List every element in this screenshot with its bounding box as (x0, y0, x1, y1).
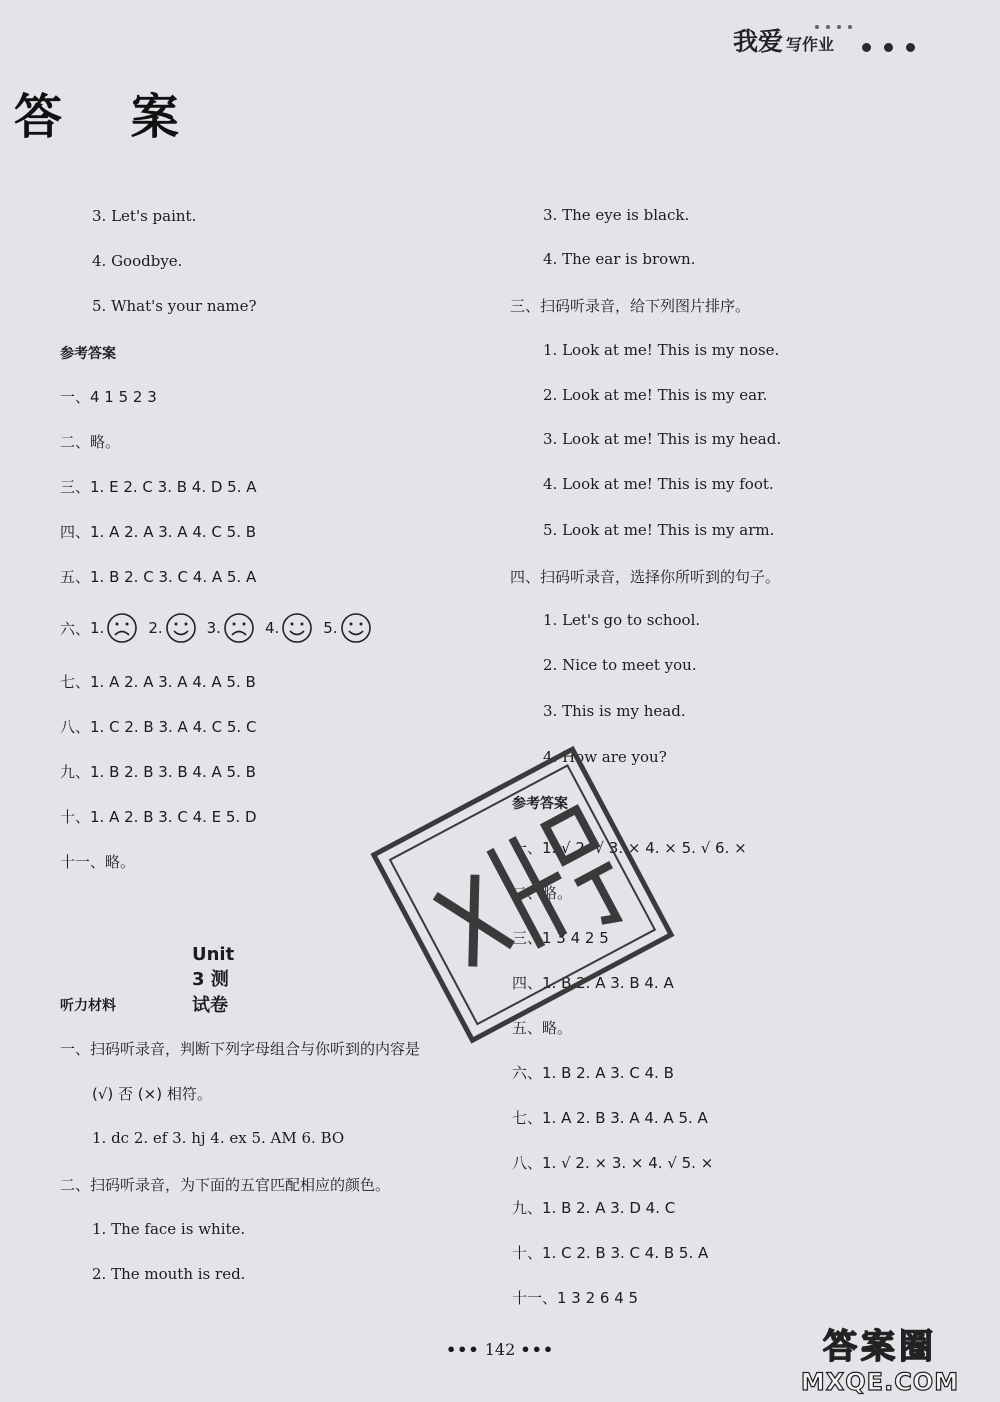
answer-line: 六、1. B 2. A 3. C 4. B (512, 1064, 674, 1082)
page-number: 142 (484, 1340, 516, 1359)
watermark-url: MXQE.COM (800, 1368, 960, 1396)
smiley-row-prefix: 六、 (60, 619, 91, 638)
question-item: 3. The eye is black. (543, 206, 690, 224)
happy-face-icon (340, 612, 372, 644)
answer-line: 四、1. A 2. A 3. A 4. C 5. B (60, 523, 257, 541)
answers-heading: 参考答案 (512, 796, 568, 812)
unit-heading: Unit 3 测试卷 (192, 944, 235, 1016)
answer-line: 四、1. B 2. A 3. B 4. A (512, 974, 674, 992)
listening-heading: 听力材料 (60, 998, 116, 1014)
question-line: 一、扫码听录音，判断下列字母组合与你听到的内容是 (60, 1040, 421, 1058)
answers-heading: 参考答案 (60, 346, 116, 362)
answer-line: 十、1. C 2. B 3. C 4. B 5. A (512, 1244, 709, 1262)
footer-dots-icon: ••• (445, 1340, 480, 1359)
answer-line: 七、1. A 2. B 3. A 4. A 5. A (512, 1109, 708, 1127)
watermark-text: 答案圈 (823, 1327, 937, 1367)
page-title: 答 案 (14, 89, 205, 145)
happy-face-icon (165, 612, 197, 644)
question-line: 四、扫码听录音，选择你所听到的句子。 (510, 568, 781, 586)
question-item: 3. Look at me! This is my head. (543, 430, 782, 448)
footer-dots-icon: ••• (520, 1340, 555, 1359)
answer-line: 一、1. √ 2. √ 3. × 4. × 5. √ 6. × (512, 839, 747, 857)
question-item: 4. Look at me! This is my foot. (543, 475, 774, 493)
answer-line: 五、1. B 2. C 3. C 4. A 5. A (60, 568, 257, 586)
brand-logo (733, 22, 834, 58)
smiley-label: 3. (206, 619, 221, 637)
answer-line: 十、1. A 2. B 3. C 4. E 5. D (60, 808, 257, 826)
answer-line: 七、1. A 2. A 3. A 4. A 5. B (60, 673, 256, 691)
watermark-logo (770, 1318, 995, 1398)
answer-line: 一、4 1 5 2 3 (60, 388, 157, 406)
question-line: (√) 否 (×) 相符。 (92, 1085, 212, 1103)
smiley-label: 4. (264, 619, 280, 637)
listening-line: 4. Goodbye. (92, 252, 183, 270)
sad-face-icon (106, 612, 138, 644)
answer-line: 九、1. B 2. B 3. B 4. A 5. B (60, 763, 256, 781)
question-item: 3. This is my head. (543, 702, 686, 720)
answer-line: 五、略。 (512, 1019, 573, 1037)
question-item: 4. The ear is brown. (543, 250, 696, 268)
answer-line: 二、略。 (60, 433, 121, 451)
smiley-label: 2. (148, 619, 163, 637)
happy-face-icon (281, 612, 313, 644)
question-item: 5. Look at me! This is my arm. (543, 521, 775, 539)
question-item: 1. Let's go to school. (543, 611, 701, 629)
answer-line: 三、1 3 4 2 5 (512, 929, 609, 947)
answer-line: 十一、略。 (60, 853, 136, 871)
question-items: 1. dc 2. ef 3. hj 4. ex 5. AM 6. BO (92, 1129, 345, 1147)
smiley-label: 1. (90, 619, 105, 637)
question-item: 2. Look at me! This is my ear. (543, 386, 768, 404)
brand-dots (862, 37, 928, 56)
sad-face-icon (223, 612, 255, 644)
smiley-answer-row (60, 612, 382, 644)
brand-main-text: 我爱 (733, 27, 784, 56)
answer-line: 九、1. B 2. A 3. D 4. C (512, 1199, 676, 1217)
question-line: 三、扫码听录音，给下列图片排序。 (510, 297, 751, 315)
answer-line: 八、1. √ 2. × 3. × 4. √ 5. × (512, 1154, 714, 1172)
listening-line: 5. What's your name? (92, 297, 257, 315)
seal-stamp-icon (350, 745, 695, 1045)
answer-line: 十一、1 3 2 6 4 5 (512, 1289, 639, 1307)
question-item: 4. How are you? (543, 748, 667, 766)
smiley-label: 5. (323, 619, 338, 637)
answer-line: 二、略。 (512, 884, 573, 902)
brand-sub-text: 写作业 (786, 35, 835, 54)
question-item: 1. The face is white. (92, 1220, 246, 1238)
question-item: 1. Look at me! This is my nose. (543, 341, 780, 359)
question-item: 2. Nice to meet you. (543, 656, 697, 674)
listening-line: 3. Let's paint. (92, 207, 197, 225)
question-line: 二、扫码听录音，为下面的五官匹配相应的颜色。 (60, 1176, 391, 1194)
answer-line: 八、1. C 2. B 3. A 4. C 5. C (60, 718, 257, 736)
question-item: 2. The mouth is red. (92, 1265, 246, 1283)
answer-line: 三、1. E 2. C 3. B 4. D 5. A (60, 478, 257, 496)
